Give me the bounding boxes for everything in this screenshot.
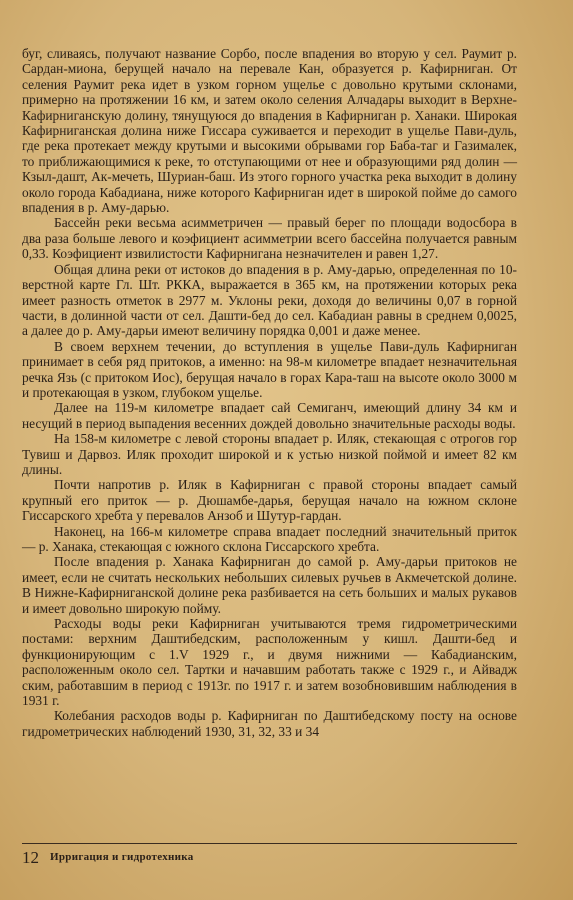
page-footer — [22, 843, 517, 866]
paragraph-1: буг, сливаясь, получают название Сорбо, после впадения во вторую у сел. Раумит р. Сардан-миона, берущей начало на перевале Кан, образуется р. Кафирниган. От селения Раумит река идет в узком горном ущелье с довольно крутыми склонами, примерно на протяжении 16 км, и затем около селения Алчадары выходит в Верхне-Кафирниганскую долину, тянущуюся до впадения в Кафирниган р. Ханаки. Широкая Кафирниганская долина ниже Гиссара суживается и переходит в ущелье Пави-дуль, где река протекает между крутыми и высокими обрывами гор Баба-таг и Газималек, то приближающимися к реке, то отступающими от нее и образующими ряд долин — Кзыл-дашт, Ак-мечеть, Шуриан-баш. Из этого горного участка река выходит в долину около города Кабадиана, ниже которого Кафирниган идет в широкой пойме до самого впадения в р. Аму-дарью. — [22, 46, 517, 216]
paragraph-2: Бассейн реки весьма асимметричен — правый берег по площади водосбора в два раза больше левого и коэфициент асимметрии всего бассейна получается равным 0,33. Коэфициент извилистости Кафирнигана незначителен и равен 1,27. — [22, 215, 517, 262]
paragraph-3: Общая длина реки от истоков до впадения в р. Аму-дарью, определенная по 10-верстной карте Гл. Шт. РККА, выражается в 365 км, на протяжении которых река имеет разность отметок в 2977 м. Уклоны реки, доходя до величины 0,07 в горной части, в долинной части от сел. Дашти-бед до сел. Кабадиан равны в среднем 0,0025, а далее до р. Аму-дарьи имеют величину порядка 0,001 и даже менее. — [22, 261, 517, 339]
paragraph-5: Далее на 119-м километре впадает сай Семиганч, имеющий длину 34 км и несущий в период выпадения весенних дождей довольно значительные расходы воды. — [22, 400, 517, 431]
paragraph-6: На 158-м километре с левой стороны впадает р. Иляк, стекающая с отрогов гор Тувиш и Дарвоз. Иляк проходит широкой и к устью низкой поймой и имеет 82 км длины. — [22, 431, 517, 477]
body-text — [22, 46, 517, 739]
paragraph-10: Расходы воды реки Кафирниган учитываются тремя гидрометрическими постами: верхним Даштибедским, расположенным у кишл. Дашти-бед и функционирующим с 1.V 1929 г., и двумя нижними — Кабадианским, расположенным около сел. Тартки и начавшим работать также с 1929 г., и Айвадж ским, работавшим в период с 1913г. по 1917 г. и затем возобновившим наблюдения в 1931 г. — [22, 616, 517, 709]
paragraph-8: Наконец, на 166-м километре справа впадает последний значительный приток — р. Ханака, стекающая с южного склона Гиссарского хребта. — [22, 523, 517, 554]
paragraph-7: Почти напротив р. Иляк в Кафирниган с правой стороны впадает самый крупный его приток — р. Дюшамбе-дарья, берущая начало на южном склоне Гиссарского хребта у перевалов Анзоб и Шутур-гардан. — [22, 477, 517, 524]
running-title: Ирригация и гидротехника — [50, 851, 194, 863]
paragraph-9: После впадения р. Ханака Кафирниган до самой р. Аму-дарьи притоков не имеет, если не считать нескольких небольших силевых ручьев в Акмечетской долине. В Нижне-Кафирниганской долине река разбивается на сеть больших и малых рукавов и имеет довольно широкую пойму. — [22, 554, 517, 616]
paragraph-4: В своем верхнем течении, до вступления в ущелье Пави-дуль Кафирниган принимает в себя ряд притоков, а именно: на 98-м километре впадает незначительная речка Язь (с притоком Иос), берущая начало в горах Кара-таш на высоте около 3000 м и протекающая в узком, глубоком ущелье. — [22, 338, 517, 400]
paragraph-11: Колебания расходов воды р. Кафирниган по Даштибедскому посту на основе гидрометрических наблюдений 1930, 31, 32, 33 и 34 — [22, 708, 517, 739]
page-number: 12 — [22, 848, 39, 867]
